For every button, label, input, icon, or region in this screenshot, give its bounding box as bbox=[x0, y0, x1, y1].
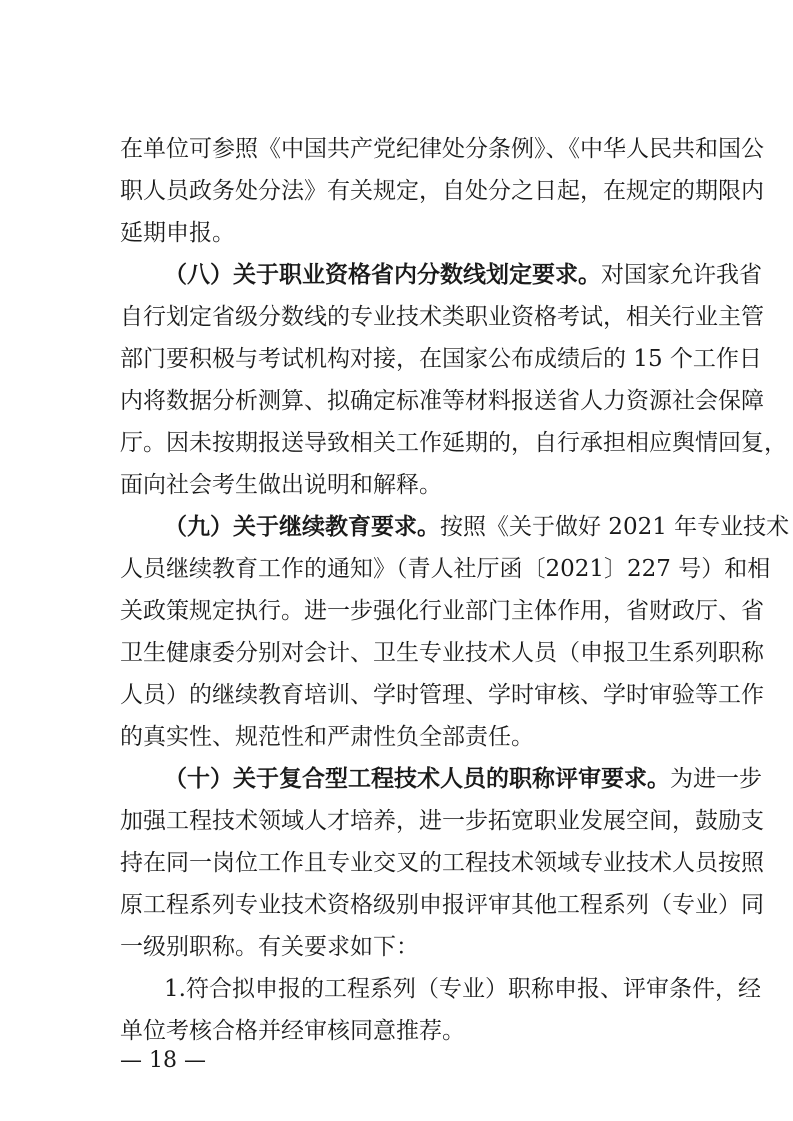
page-number: — 18 — bbox=[120, 1048, 206, 1073]
section-8-text: 对国家允许我省 bbox=[601, 262, 762, 288]
body-text-line: 面向社会考生做出说明和解释。 bbox=[120, 472, 442, 498]
body-text-line: 部门要积极与考试机构对接，在国家公布成绩后的 15 个工作日 bbox=[120, 346, 762, 372]
section-10-text: 为进一步 bbox=[670, 766, 762, 792]
body-text-line: 卫生健康委分别对会计、卫生专业技术人员（申报卫生系列职称 bbox=[120, 640, 764, 666]
body-text-line: 人员继续教育工作的通知》（青人社厅函〔2021〕227 号）和相 bbox=[120, 556, 771, 582]
section-10-first-line bbox=[164, 764, 762, 794]
section-10-heading: （十）关于复合型工程技术人员的职称评审要求。 bbox=[164, 765, 670, 792]
body-text-line: 加强工程技术领域人才培养，进一步拓宽职业发展空间，鼓励支 bbox=[120, 808, 764, 834]
section-8-heading: （八）关于职业资格省内分数线划定要求。 bbox=[164, 261, 601, 288]
section-8-first-line bbox=[164, 260, 762, 290]
body-text-line: 人员）的继续教育培训、学时管理、学时审核、学时审验等工作 bbox=[120, 682, 764, 708]
body-text-line: 延期申报。 bbox=[120, 220, 235, 246]
section-9-first-line bbox=[164, 512, 790, 542]
body-text-line: 关政策规定执行。进一步强化行业部门主体作用，省财政厅、省 bbox=[120, 598, 764, 624]
body-text-line: 在单位可参照《中国共产党纪律处分条例》、《中华人民共和国公 bbox=[120, 136, 764, 162]
body-text-line: 的真实性、规范性和严肃性负全部责任。 bbox=[120, 724, 534, 750]
body-text-line: 职人员政务处分法》有关规定，自处分之日起，在规定的期限内 bbox=[120, 178, 764, 204]
item-1-first-line: 1.符合拟申报的工程系列（专业）职称申报、评审条件，经 bbox=[164, 976, 761, 1002]
body-text-line: 自行划定省级分数线的专业技术类职业资格考试，相关行业主管 bbox=[120, 304, 764, 330]
body-text-line: 厅。因未按期报送导致相关工作延期的，自行承担相应舆情回复， bbox=[120, 430, 787, 456]
body-text-line: 内将数据分析测算、拟确定标准等材料报送省人力资源社会保障 bbox=[120, 388, 764, 414]
section-9-text: 按照《关于做好 2021 年专业技术 bbox=[440, 514, 790, 540]
body-text-line: 持在同一岗位工作且专业交叉的工程技术领域专业技术人员按照 bbox=[120, 850, 764, 876]
body-text-line: 单位考核合格并经审核同意推荐。 bbox=[120, 1018, 465, 1044]
body-text-line: 一级别职称。有关要求如下： bbox=[120, 934, 419, 960]
body-text-line: 原工程系列专业技术资格级别申报评审其他工程系列（专业）同 bbox=[120, 892, 764, 918]
section-9-heading: （九）关于继续教育要求。 bbox=[164, 513, 440, 540]
